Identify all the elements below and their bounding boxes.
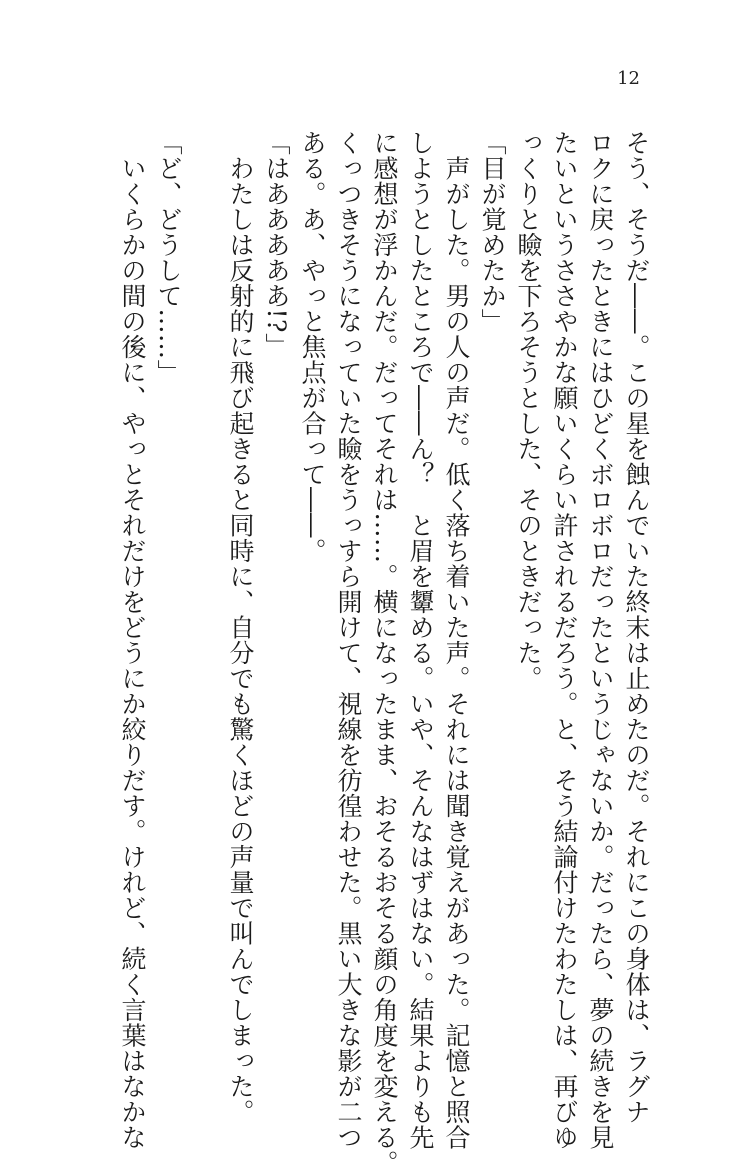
text-line: 「はあああああ!?」 bbox=[262, 130, 291, 359]
text-line: 声がした。男の人の声だ。低く落ち着いた声。それには聞き覚えがあった。記憶と照合 bbox=[442, 130, 471, 1150]
text-line: そう、そうだ――。この星を蝕んでいた終末は止めたのだ。それにこの身体は、ラグナ bbox=[622, 130, 651, 1125]
text-line: くっつきそうになっていた瞼をうっすら開けて、視線を彷徨わせた。黒い大きな影が二つ bbox=[334, 130, 363, 1150]
text-line: わたしは反射的に飛び起きると同時に、自分でも驚くほどの声量で叫んでしまった。 bbox=[226, 130, 255, 1125]
text-line: 「ど、どうして……」 bbox=[154, 130, 183, 385]
text-line: ロクに戻ったときにはひどくボロボロだったというじゃないか。だったら、夢の続きを見 bbox=[586, 130, 615, 1150]
text-line: しようとしたところで――ん？ と眉を顰める。いや、そんなはずはない。結果よりも先 bbox=[406, 130, 435, 1150]
text-line: ある。あ、やっと焦点が合って――。 bbox=[298, 130, 327, 564]
text-line: いくらかの間の後に、やっとそれだけをどうにか絞りだす。けれど、続く言葉はなかな bbox=[118, 130, 147, 1150]
text-line: たいというささやかな願いくらい許されるだろう。と、そう結論付けたわたしは、再びゆ bbox=[550, 130, 579, 1150]
page-number: 12 bbox=[617, 68, 640, 89]
text-line: 「目が覚めたか」 bbox=[478, 130, 507, 334]
vertical-text-body bbox=[114, 130, 654, 1176]
text-line: に感想が浮かんだ。だってそれは……。横になったまま、おそるおそる顔の角度を変える。 bbox=[370, 130, 399, 1176]
blank-line bbox=[186, 130, 222, 930]
text-line: っくりと瞼を下ろそうとした、そのときだった。 bbox=[514, 130, 543, 691]
